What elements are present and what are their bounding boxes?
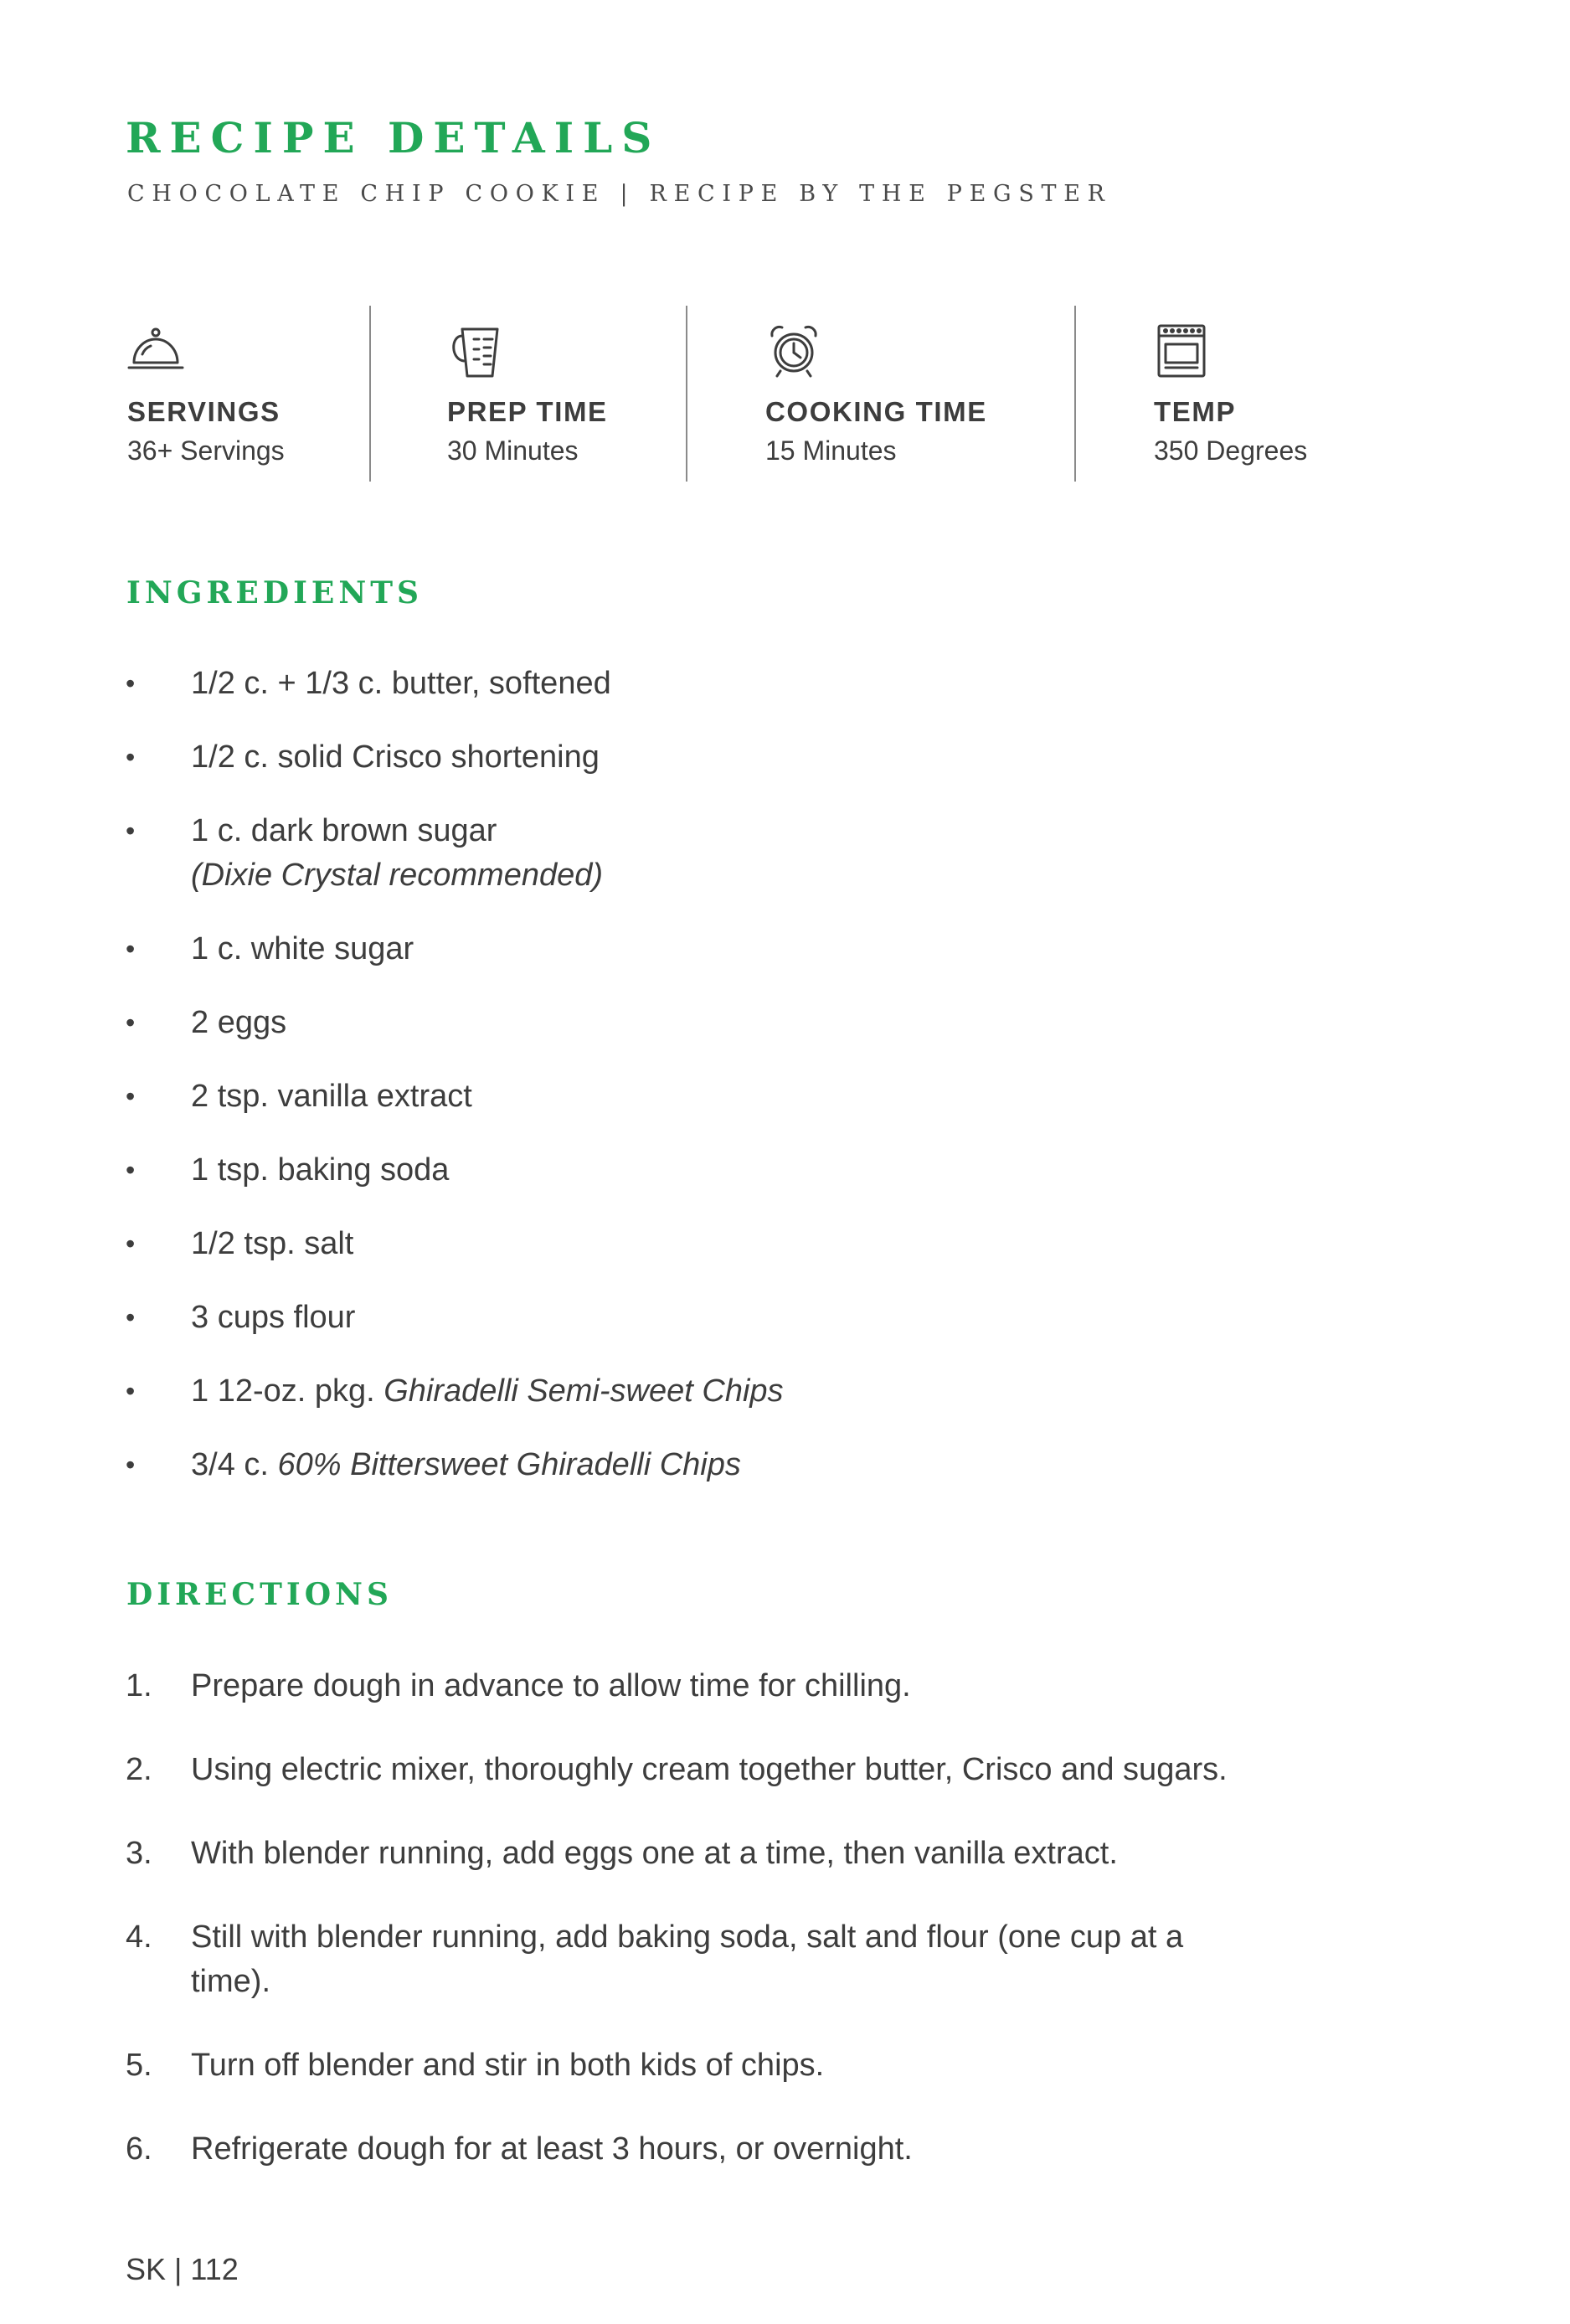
- bullet: •: [126, 668, 136, 698]
- recipe-subtitle: CHOCOLATE CHIP COOKIE | RECIPE BY THE PEGSTER: [127, 181, 1112, 207]
- ingredient-text: 1 tsp. baking soda: [191, 1152, 450, 1188]
- ingredient-item: [126, 1074, 1298, 1119]
- step-text: Turn off blender and stir in both kids of chips.: [191, 2048, 825, 2083]
- ingredient-text: 2 tsp. vanilla extract: [191, 1079, 472, 1114]
- ingredient-item: [126, 735, 1298, 780]
- bullet: •: [126, 1081, 136, 1111]
- serving-cloche-icon: [126, 321, 186, 381]
- ingredient-note: (Dixie Crystal recommended): [191, 858, 604, 893]
- stat-divider: [369, 306, 371, 482]
- ingredient-text: 3/4 c.: [191, 1447, 278, 1482]
- step-number: 3.: [126, 1836, 152, 1871]
- stat-value: 350 Degrees: [1154, 435, 1308, 466]
- stat-label: PREP TIME: [447, 396, 608, 427]
- step-text: Prepare dough in advance to allow time for chilling.: [191, 1668, 911, 1703]
- bullet: •: [126, 742, 136, 772]
- stat-label: COOKING TIME: [765, 396, 987, 427]
- alarm-clock-icon: [764, 321, 824, 381]
- recipe-stats: [126, 306, 1432, 482]
- ingredient-item: [126, 1222, 1298, 1266]
- ingredient-item: [126, 927, 1298, 971]
- step-number: 5.: [126, 2048, 152, 2083]
- bullet: •: [126, 1302, 136, 1332]
- step-number: 4.: [126, 1919, 152, 1955]
- step-text: With blender running, add eggs one at a time, then vanilla extract.: [191, 1836, 1118, 1871]
- bullet: •: [126, 1376, 136, 1406]
- ingredient-item: [126, 1369, 1298, 1414]
- stat-label: SERVINGS: [127, 396, 281, 427]
- ingredient-item: [126, 1296, 1298, 1340]
- ingredient-text: 1/2 c. + 1/3 c. butter, softened: [191, 666, 611, 701]
- ingredient-text: 1 c. white sugar: [191, 931, 414, 966]
- direction-step: [126, 2043, 1298, 2088]
- stat-value: 30 Minutes: [447, 435, 579, 466]
- oven-icon: [1152, 321, 1212, 381]
- page-footer: SK | 112: [126, 2252, 239, 2286]
- ingredient-brand: Ghiradelli Semi-sweet Chips: [383, 1373, 784, 1409]
- ingredient-item: [126, 1443, 1298, 1487]
- step-text: Still with blender running, add baking soda, salt and flour (one cup at a time).: [191, 1919, 1184, 1999]
- measuring-cup-icon: [445, 321, 506, 381]
- ingredient-text: 3 cups flour: [191, 1300, 356, 1335]
- ingredient-text: 1 c. dark brown sugar: [191, 813, 497, 848]
- ingredient-item: [126, 809, 1298, 898]
- step-number: 2.: [126, 1752, 152, 1787]
- ingredient-brand: 60% Bittersweet Ghiradelli Chips: [277, 1447, 741, 1482]
- stat-label: TEMP: [1154, 396, 1237, 427]
- page-title: RECIPE DETAILS: [126, 113, 661, 162]
- bullet: •: [126, 1450, 136, 1480]
- stat-divider: [686, 306, 687, 482]
- ingredients-list: [126, 662, 1298, 1517]
- stat-divider: [1074, 306, 1076, 482]
- ingredient-text: 1 12-oz. pkg.: [191, 1373, 384, 1409]
- ingredient-text: 1/2 tsp. salt: [191, 1226, 354, 1261]
- ingredient-text: 2 eggs: [191, 1005, 287, 1040]
- bullet: •: [126, 934, 136, 964]
- step-text: Refrigerate dough for at least 3 hours, or overnight.: [191, 2131, 913, 2167]
- ingredient-text: 1/2 c. solid Crisco shortening: [191, 739, 600, 775]
- stat-value: 36+ Servings: [127, 435, 285, 466]
- directions-heading: DIRECTIONS: [126, 1577, 393, 1612]
- direction-step: [126, 2127, 1298, 2172]
- ingredient-item: [126, 662, 1298, 706]
- direction-step: [126, 1748, 1298, 1792]
- direction-step: [126, 1664, 1298, 1708]
- bullet: •: [126, 816, 136, 846]
- step-text: Using electric mixer, thoroughly cream together butter, Crisco and sugars.: [191, 1752, 1228, 1787]
- step-number: 6.: [126, 2131, 152, 2167]
- bullet: •: [126, 1229, 136, 1259]
- bullet: •: [126, 1155, 136, 1185]
- directions-list: [126, 1664, 1298, 2211]
- direction-step: [126, 1832, 1298, 1876]
- step-number: 1.: [126, 1668, 152, 1703]
- direction-step: [126, 1915, 1298, 2004]
- bullet: •: [126, 1007, 136, 1038]
- stat-value: 15 Minutes: [765, 435, 897, 466]
- ingredient-item: [126, 1001, 1298, 1045]
- ingredient-item: [126, 1148, 1298, 1193]
- ingredients-heading: INGREDIENTS: [126, 575, 424, 611]
